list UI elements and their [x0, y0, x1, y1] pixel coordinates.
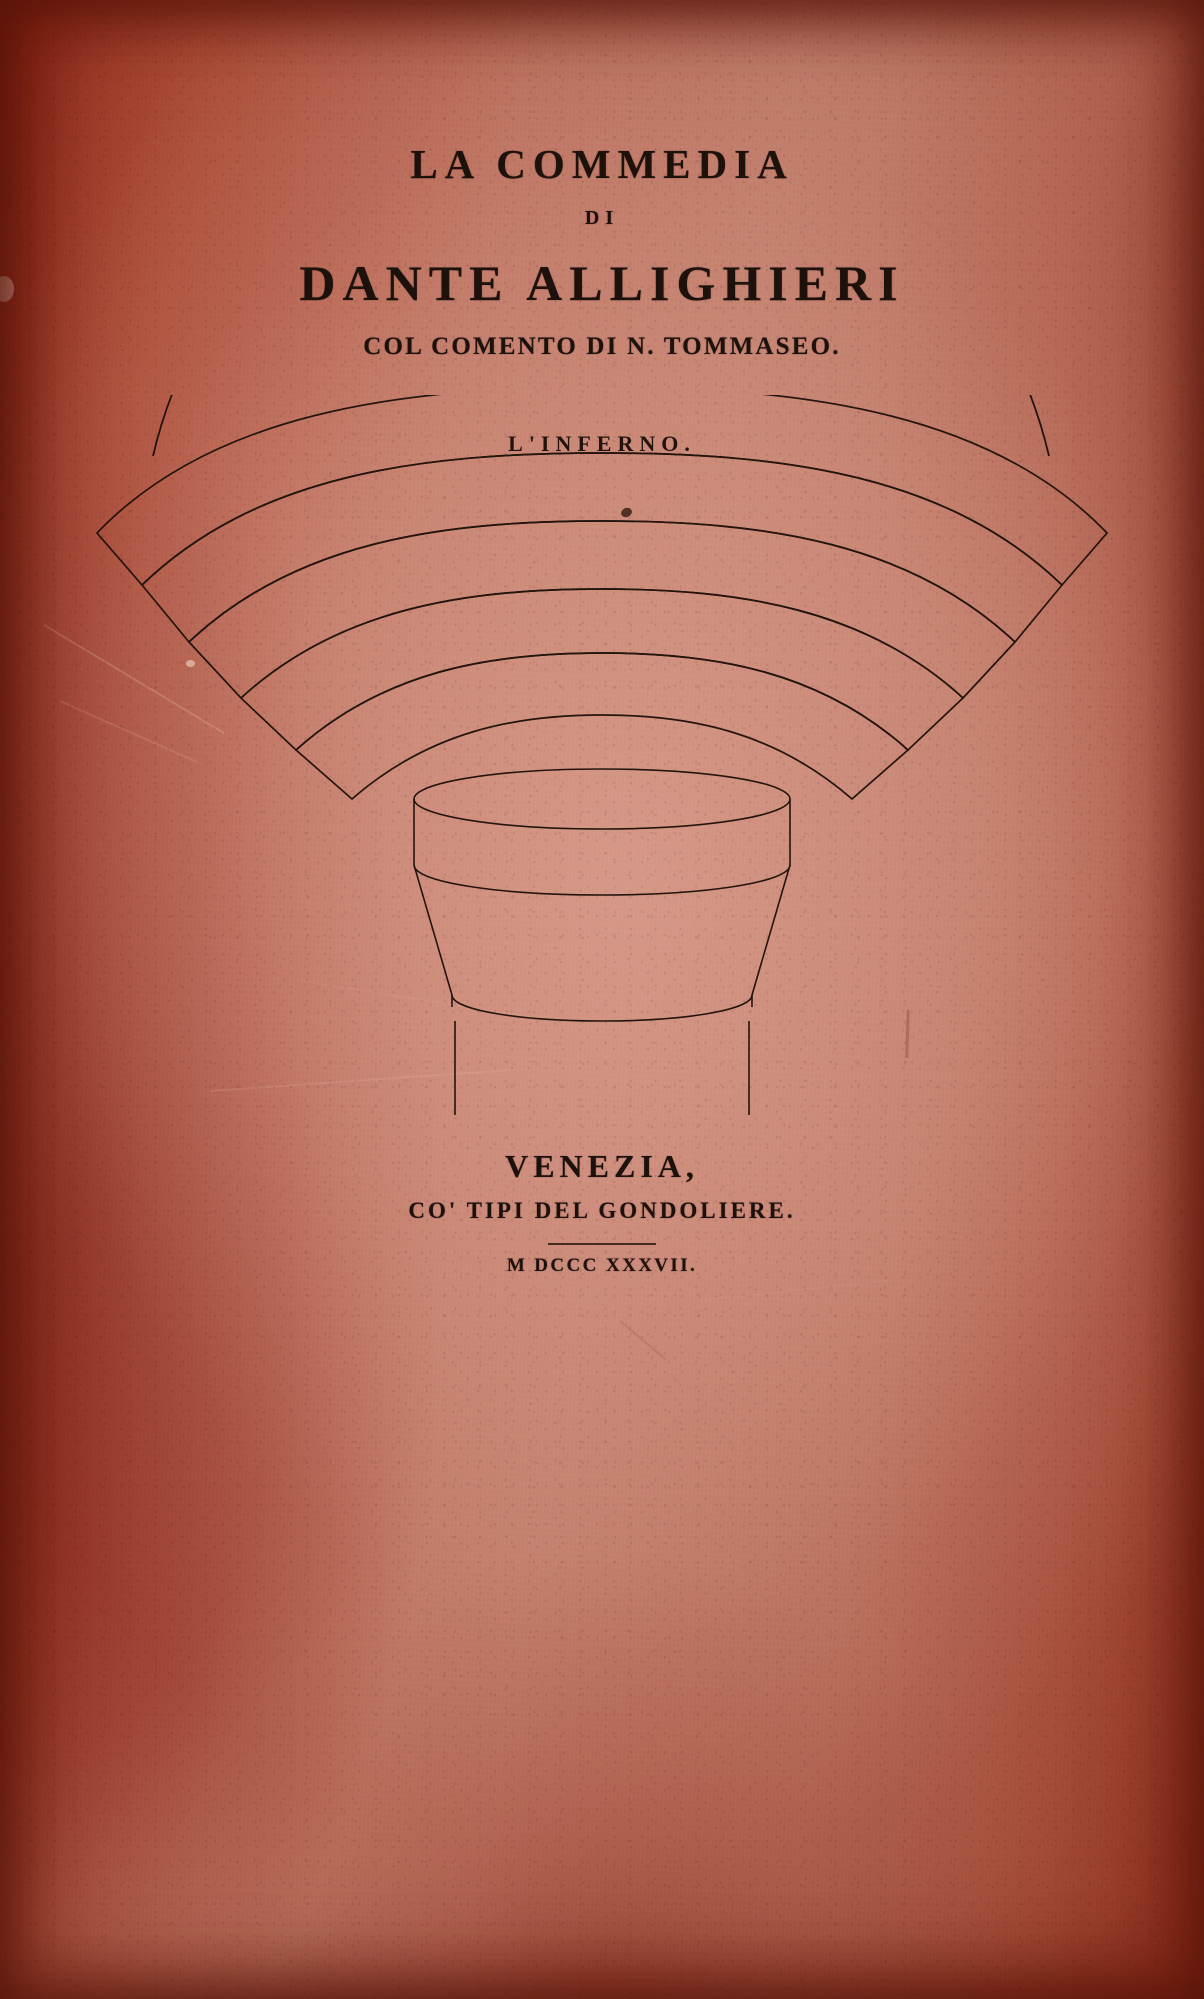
imprint-year: M DCCC XXXVII.	[506, 1255, 698, 1276]
page-title: LA COMMEDIA	[410, 141, 794, 187]
inferno-cone-engraving	[0, 395, 1204, 1115]
commentary-credit: COL COMENTO DI N. TOMMASEO.	[363, 333, 841, 360]
imprint-divider-rule	[548, 1243, 656, 1245]
imprint-city: VENEZIA,	[505, 1148, 699, 1184]
author-name: DANTE ALLIGHIERI	[299, 255, 905, 311]
funnel-of-hell-diagram	[0, 395, 1204, 1115]
engraving-label: L'INFERNO.	[508, 431, 696, 456]
title-connector-di: DI	[584, 207, 620, 229]
imprint-publisher: CO' TIPI DEL GONDOLIERE.	[408, 1198, 796, 1223]
